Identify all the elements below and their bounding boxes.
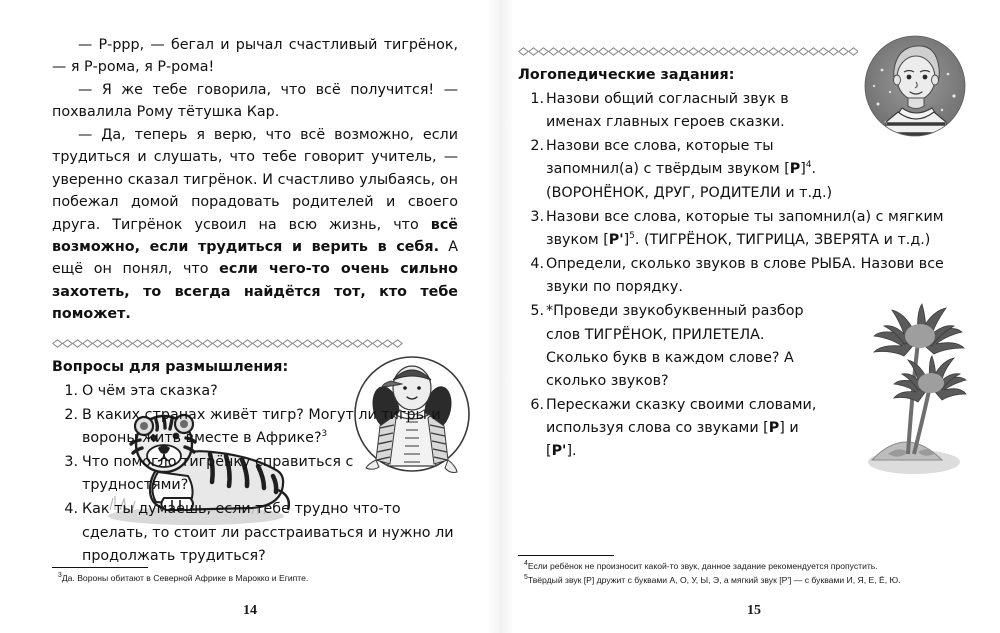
footnote: [518, 560, 982, 572]
item-number: 3.: [64, 454, 78, 471]
footnote: [52, 572, 380, 584]
footnote-marker: 4: [805, 160, 812, 171]
item-text-mid: ]: [800, 161, 806, 178]
item-text-before: Назови все слова, которые ты запомнил(а) с мягким звуком [: [546, 208, 944, 248]
item-number: 2.: [530, 138, 544, 155]
item-text: Назови общий согласный звук в именах главных героев сказки.: [546, 91, 789, 131]
item-number: 4.: [64, 501, 78, 518]
page-number-right: 15: [747, 603, 761, 618]
item-text-mid: ] и [: [546, 420, 799, 460]
footnote-text: Да. Вороны обитают в Северной Африке в Марокко и Египте.: [61, 572, 309, 583]
item-text: О чём эта сказка?: [82, 382, 218, 399]
questions-list: [52, 380, 458, 568]
phoneme-symbol: Р': [551, 443, 567, 460]
item-text: Как ты думаешь, если тебе трудно что-то сделать, то стоит ли расстраиваться и нужно ли продолжать трудиться?: [82, 501, 454, 564]
footnote-text: Твёрдый звук [Р] дружит с буквами А, О, У, Ы, Э, а мягкий звук [Р'] — с буквами И, Я, Е, Ё, Ю.: [527, 574, 901, 585]
phoneme-symbol: Р: [768, 420, 780, 437]
list-item: [52, 404, 458, 450]
footnote-marker: 3: [321, 429, 328, 440]
list-item: [52, 498, 458, 567]
item-text-before: Назови все слова, которые ты запомнил(а) с твёрдым звуком [: [546, 138, 790, 178]
item-text-after: . (ТИГРЁНОК, ТИГРИЦА, ЗВЕРЯТА и т.д.): [634, 231, 931, 248]
story-paragraph: — Да, теперь я верю, что всё возможно, если трудиться и слушать, что тебе говорит учитель, — уверенно сказал тигрёнок. И счастливо улыбаясь, он побежал домой порадовать родителей и своего друга. Тигрёнок усвоил на всю жизнь, что всё возможно, если трудиться и верить в себя. А ещё он понял, что если чего-то очень сильно захотеть, то всегда найдётся тот, кто тебе поможет.: [52, 126, 459, 323]
item-number: 4.: [530, 256, 544, 273]
footnote-marker: 5: [524, 573, 528, 581]
list-item: [518, 394, 826, 463]
item-number: 6.: [530, 397, 544, 414]
questions-title: Вопросы для размышления:: [52, 358, 289, 375]
footnote-marker: 3: [58, 571, 62, 579]
footnote-rule: [52, 567, 148, 568]
item-text: Что помогло тигрёнку справиться с трудностями?: [82, 454, 354, 494]
ornament-divider: [518, 47, 960, 58]
item-text-after: . (ВОРОНЁНОК, ДРУГ, РОДИТЕЛИ и т.д.): [546, 161, 833, 201]
story-paragraph: — Р-ррр, — бегал и рычал счастливый тигрёнок, — я Р-рома, я Р-рома!: [52, 37, 458, 76]
item-number: 5.: [530, 303, 544, 320]
palm-trees-illustration: [836, 282, 982, 478]
phoneme-symbol: Р: [789, 161, 801, 178]
item-number: 1.: [64, 382, 78, 399]
story-body: [52, 34, 458, 326]
item-text-before: Перескажи сказку своими словами, используя слова со звуками [: [546, 397, 817, 437]
story-paragraph: — Я же тебе говорила, что всё получится! — похвалила Рому тётушка Кар.: [52, 81, 458, 121]
footnote-marker: 5: [629, 231, 635, 242]
item-text-after: ].: [566, 443, 577, 460]
list-item: [52, 380, 458, 403]
item-text: Определи, сколько звуков в слове РЫБА. Назови все звуки по порядку.: [546, 256, 944, 296]
footnote-rule: [518, 555, 614, 556]
footnote-marker: 4: [524, 560, 528, 568]
page-number-left: 14: [243, 603, 257, 618]
ornament-divider: [52, 339, 458, 350]
tasks-title: Логопедические задания:: [518, 67, 735, 83]
left-footnotes: [52, 567, 380, 585]
item-number: 3.: [530, 208, 544, 225]
item-text-mid: ]: [623, 231, 630, 248]
item-number: 1.: [530, 91, 544, 107]
phoneme-symbol: Р': [608, 231, 624, 248]
list-item: [518, 206, 960, 252]
list-item: [518, 88, 846, 134]
item-number: 2.: [64, 406, 78, 423]
list-item: [52, 451, 458, 497]
right-footnotes: [518, 555, 982, 587]
right-page: [500, 0, 1000, 633]
item-text: *Проведи звукобуквенный разбор слов ТИГРЁНОК, ПРИЛЕТЕЛА. Сколько букв в каждом слове? А сколько звуков?: [546, 303, 804, 389]
list-item: [518, 300, 826, 393]
list-item: [518, 135, 846, 204]
footnote-text: Если ребёнок не произносит какой-то звук, данное задание рекомендуется пропустить.: [527, 561, 878, 572]
item-text: В каких странах живёт тигр? Могут ли тигры и вороны жить вместе в Африке?: [82, 406, 441, 446]
list-item: [518, 253, 960, 299]
footnote: [518, 574, 982, 586]
